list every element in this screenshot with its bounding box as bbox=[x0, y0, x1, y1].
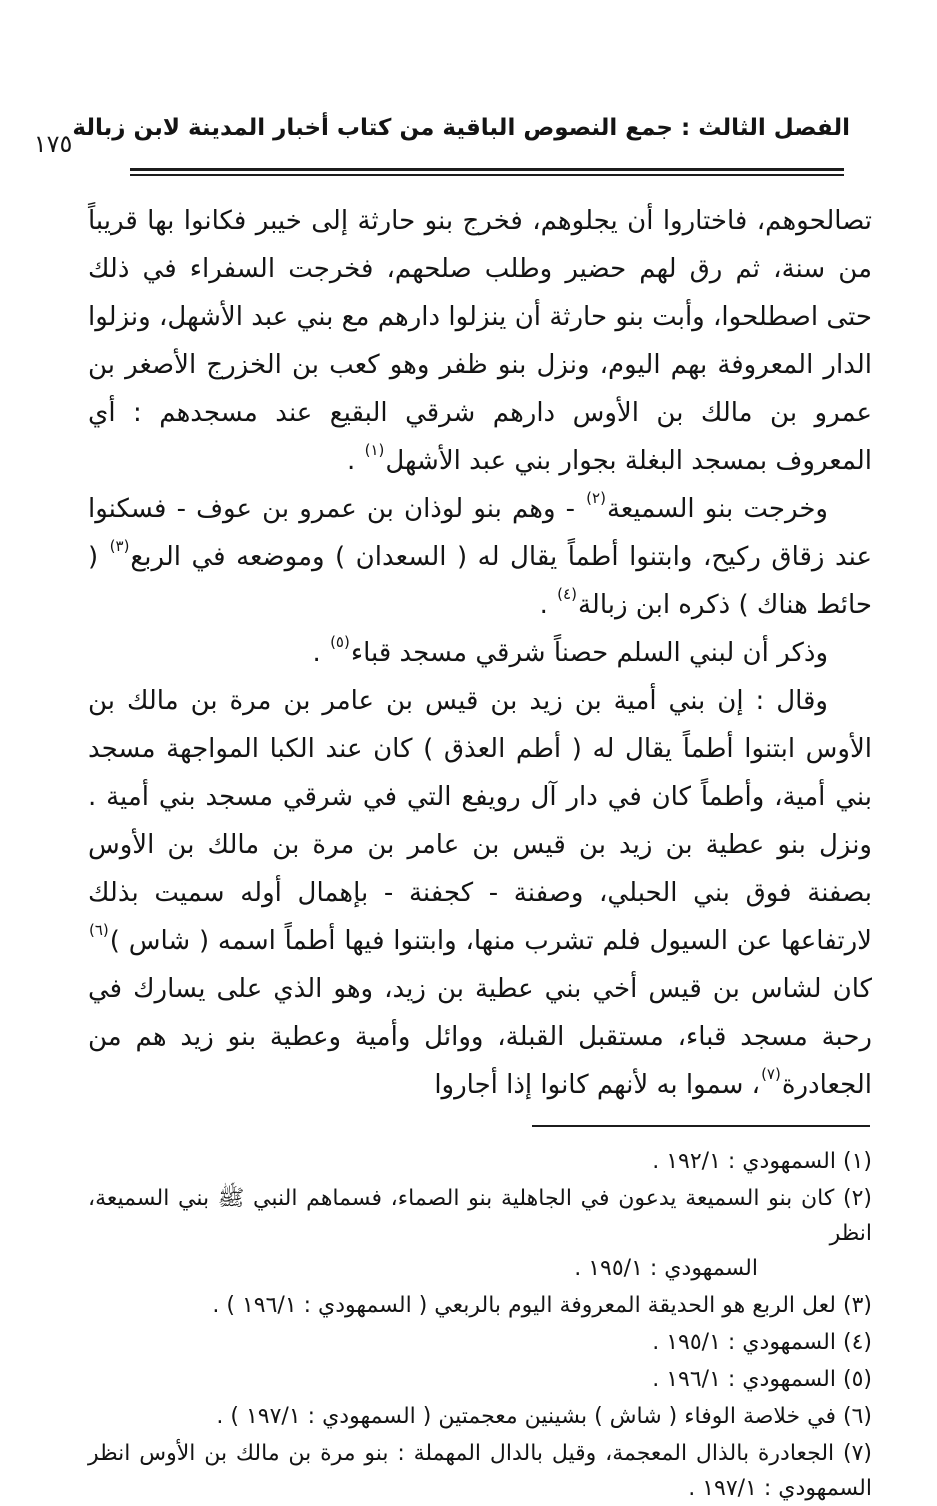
footnote-ref: (٦) bbox=[89, 921, 109, 940]
footnotes bbox=[88, 1144, 872, 1506]
footnote-ref: (٧) bbox=[761, 1065, 781, 1084]
footnote-line: (٧) الجعادرة بالذال المعجمة، وقيل بالدال المهملة : بنو مرة بن مالك بن الأوس انظر السمهودي : ١٩٧/١ . bbox=[88, 1440, 872, 1501]
chapter-header-title: الفصل الثالث : جمع النصوص الباقية من كتاب أخبار المدينة لابن زبالة bbox=[72, 115, 850, 142]
footnote-line: (٣) لعل الربع هو الحديقة المعروفة اليوم بالربعي ( السمهودي : ١٩٦/١ ) . bbox=[212, 1292, 872, 1318]
footnote bbox=[88, 1399, 872, 1434]
page-footer bbox=[88, 1125, 872, 1506]
footnote-line: (٥) السمهودي : ١٩٦/١ . bbox=[652, 1366, 872, 1392]
body-paragraph: وقال : إن بني أمية بن زيد بن قيس بن عامر بن مرة بن مالك بن الأوس ابتنوا أطماً يقال له ( أطم العذق ) كان عند الكبا المواجهة مسجد بني أمية، وأطماً كان في دار آل رويفع التي في شرقي مسجد بني أمية . ونزل بنو عطية بن زيد بن قيس بن عامر بن مرة بن مالك بن الأوس بصفنة فوق بني الحبلي، وصفنة - كجفنة - بإهمال أوله سميت بذلك لارتفاعها عن السيول فلم تشرب منها، وابتنوا فيها أطماً اسمه ( شاس )$^{(٦)}$ كان لشاس بن قيس أخي بني عطية بن زيد، وهو الذي على يسارك في رحبة مسجد قباء، مستقبل القبلة، ووائل وأمية وعطية بنو زيد هم من الجعادرة$^{(٧)}$، سموا به لأنهم كانوا إذا أجاروا bbox=[88, 685, 872, 1100]
footnote-separator bbox=[532, 1125, 870, 1127]
body-paragraph: وخرجت بنو السميعة$^{(٢)}$ - وهم بنو لوذان بن عمرو بن عوف - فسكنوا عند زقاق ركيح، وابتنوا أطماً يقال له ( السعدان ) وموضعه في الربع$^{(٣)}$ ( حائط هناك ) ذكره ابن زبالة$^{(٤)}$ . bbox=[88, 489, 872, 620]
footnote-line: (٦) في خلاصة الوفاء ( شاش ) بشينين معجمتين ( السمهودي : ١٩٧/١ ) . bbox=[216, 1403, 872, 1429]
body-paragraph: وذكر أن لبني السلم حصناً شرقي مسجد قباء$^{(٥)}$ . bbox=[312, 633, 828, 668]
footnote-line: السمهودي : ١٩٥/١ . bbox=[574, 1255, 758, 1281]
footnote bbox=[88, 1288, 872, 1323]
footnote bbox=[88, 1362, 872, 1397]
footnote bbox=[88, 1144, 872, 1179]
page-number: ١٧٥ bbox=[33, 129, 73, 158]
footnote-ref: (٥) bbox=[330, 633, 350, 652]
header-rule bbox=[130, 168, 844, 176]
footnote bbox=[88, 1181, 872, 1286]
footnote-ref: (٣) bbox=[109, 537, 130, 556]
footnote-ref: (٤) bbox=[557, 585, 577, 604]
body-text bbox=[88, 197, 872, 1109]
footnote bbox=[88, 1436, 872, 1506]
footnote-line: (١) السمهودي : ١٩٢/١ . bbox=[652, 1148, 872, 1174]
footnote-line: (٤) السمهودي : ١٩٥/١ . bbox=[652, 1329, 872, 1355]
footnote-ref: (٢) bbox=[586, 489, 606, 508]
footnote bbox=[88, 1325, 872, 1360]
header-row bbox=[33, 96, 850, 161]
page-header bbox=[33, 96, 872, 176]
page-content bbox=[33, 96, 872, 1506]
footnote-line: (٢) كان بنو السميعة يدعون في الجاهلية بنو الصماء، فسماهم النبي ﷺ بني السميعة، انظر bbox=[88, 1185, 872, 1246]
body-paragraph: تصالحوهم، فاختاروا أن يجلوهم، فخرج بنو حارثة إلى خيبر فكانوا بها قريباً من سنة، ثم رق لهم حضير وطلب صلحهم، فخرجت السفراء في ذلك حتى اصطلحوا، وأبت بنو حارثة أن ينزلوا دارهم مع بني عبد الأشهل، ونزلوا الدار المعروفة بهم اليوم، ونزل بنو ظفر وهو كعب بن الخزرج الأصغر بن عمرو بن مالك بن الأوس دارهم شرقي البقيع عند مسجدهم : أي المعروف بمسجد البغلة بجوار بني عبد الأشهل$^{(١)}$ . bbox=[88, 205, 872, 476]
footnote-ref: (١) bbox=[364, 441, 385, 460]
